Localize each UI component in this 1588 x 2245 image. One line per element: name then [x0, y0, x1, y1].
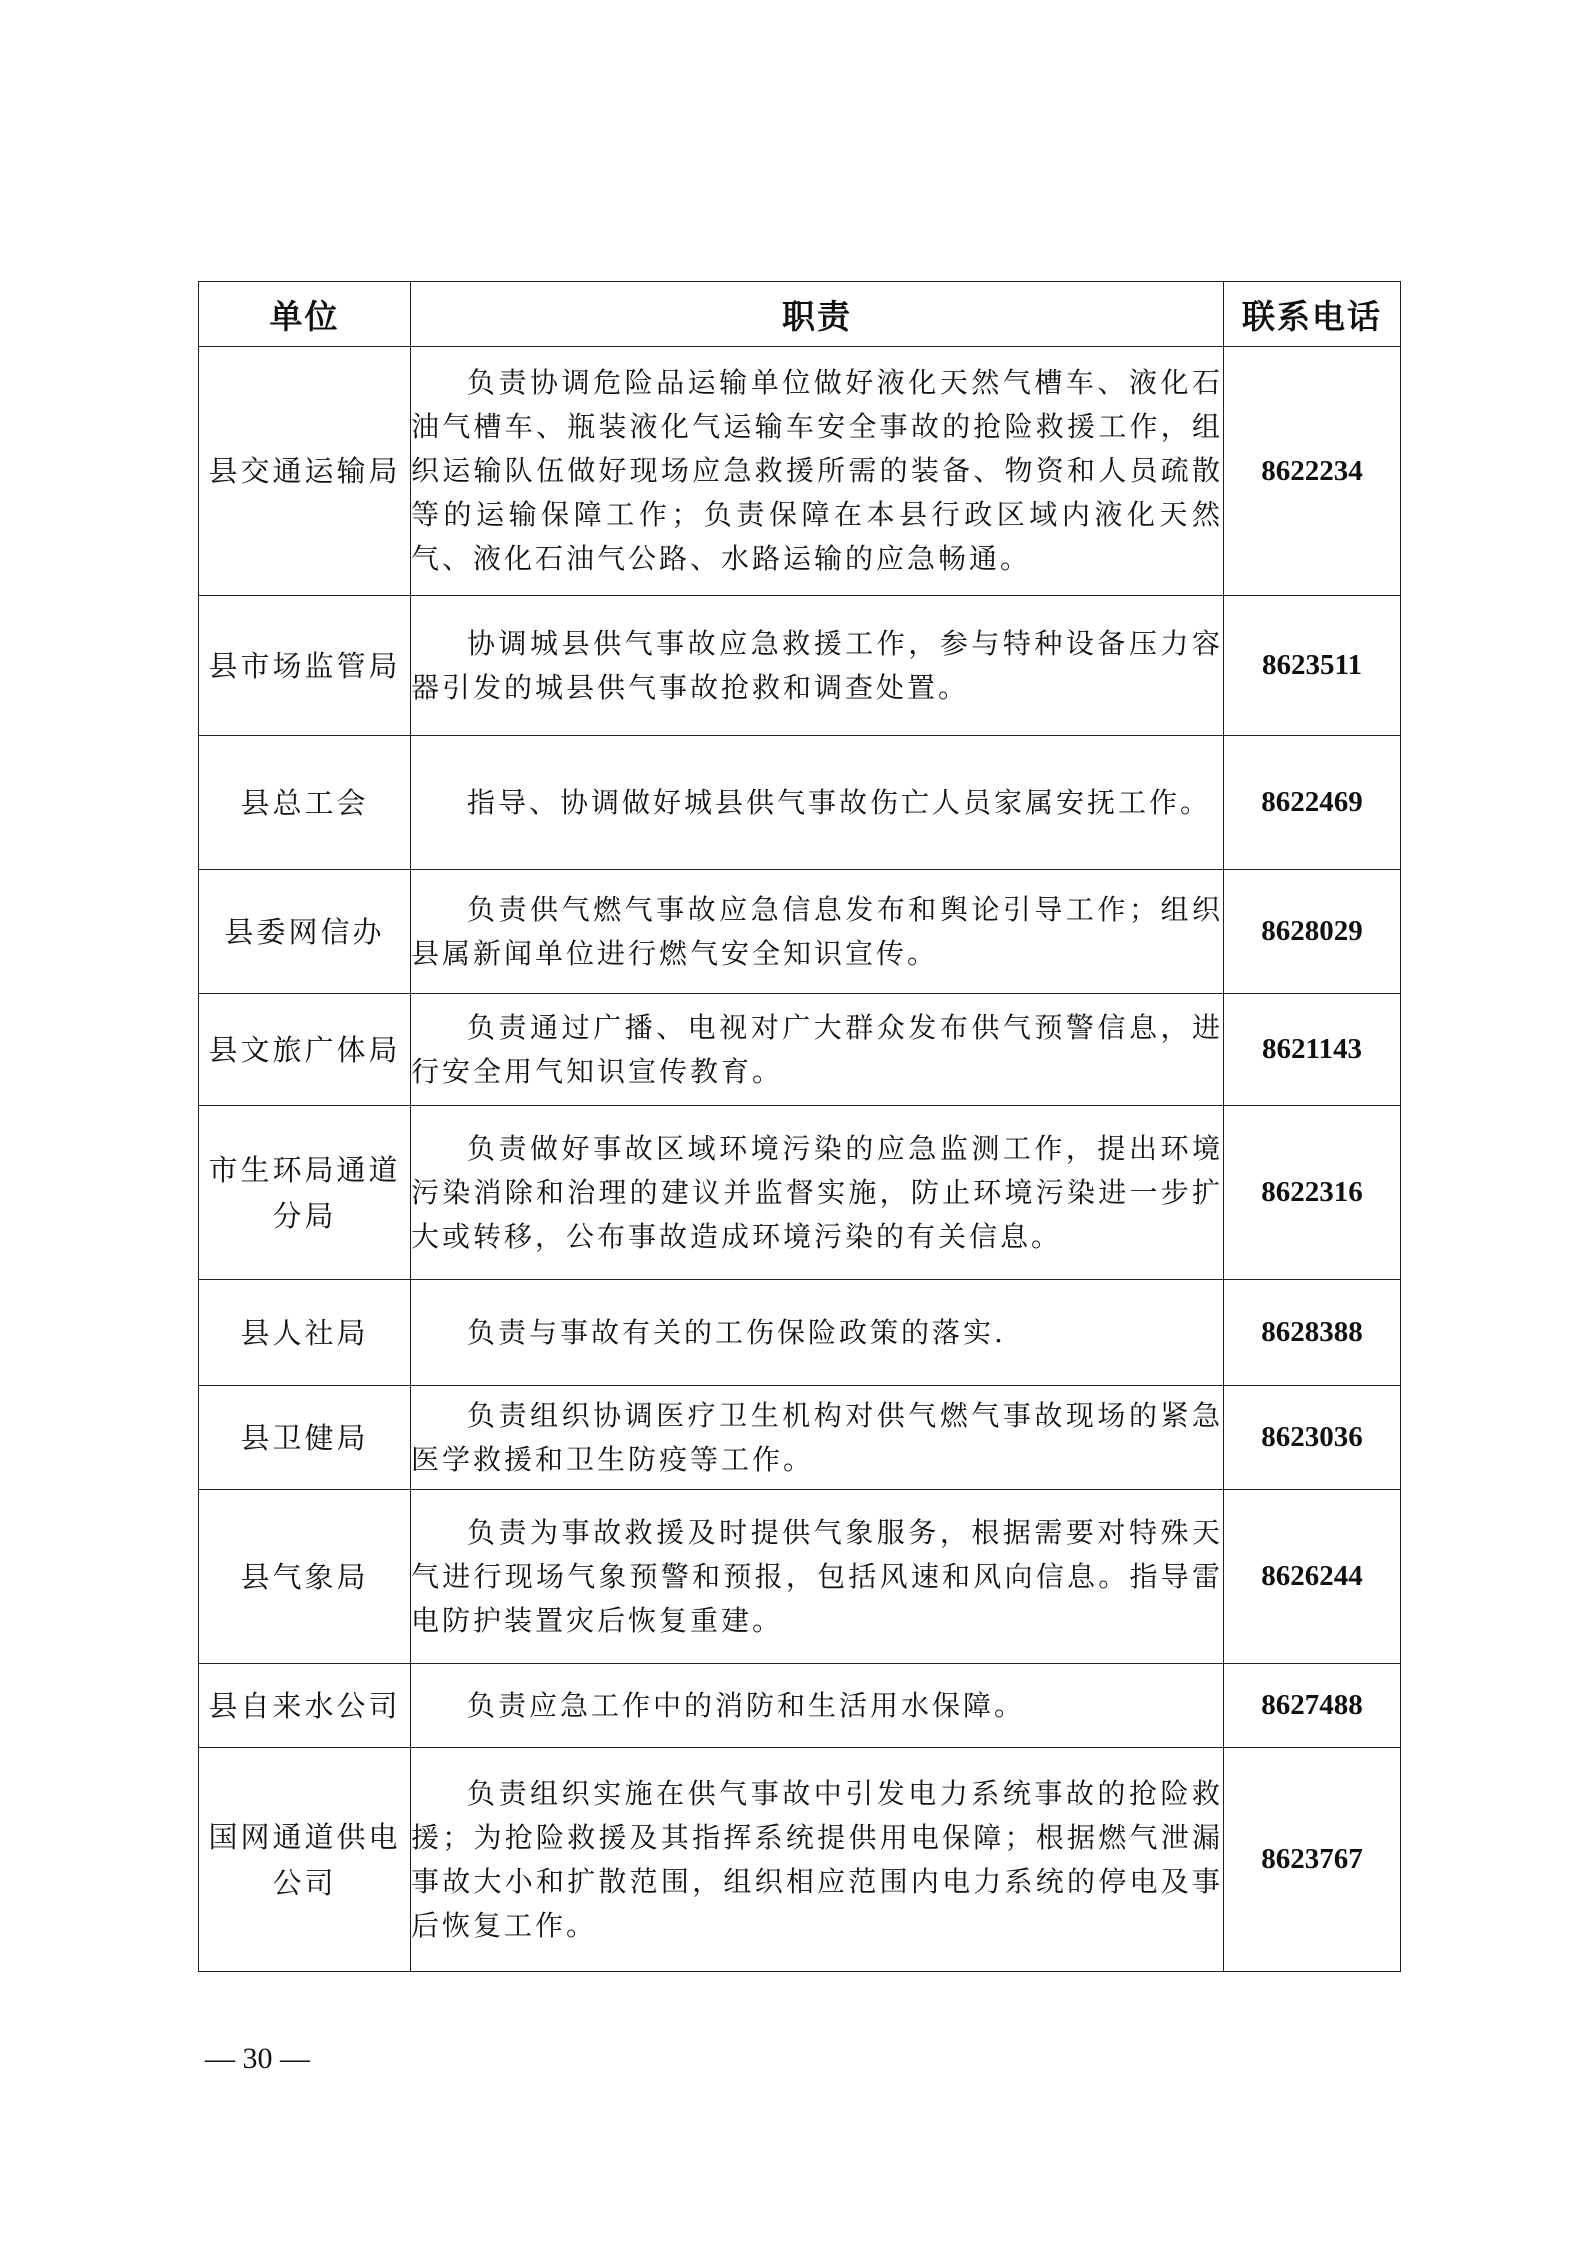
phone-cell: 8623767: [1224, 1748, 1401, 1972]
phone-cell: 8623511: [1224, 596, 1401, 736]
unit-cell: 县总工会: [199, 736, 411, 870]
table-row: [199, 1664, 1401, 1748]
table-row: [199, 1106, 1401, 1280]
unit-cell: 县委网信办: [199, 870, 411, 994]
duty-cell: 负责供气燃气事故应急信息发布和舆论引导工作；组织县属新闻单位进行燃气安全知识宣传。: [411, 870, 1224, 994]
phone-cell: 8622469: [1224, 736, 1401, 870]
table-row: [199, 1280, 1401, 1386]
unit-cell: 县卫健局: [199, 1386, 411, 1490]
table-row: [199, 347, 1401, 596]
unit-cell: 县交通运输局: [199, 347, 411, 596]
unit-cell: 县自来水公司: [199, 1664, 411, 1748]
phone-cell: 8628029: [1224, 870, 1401, 994]
phone-cell: 8627488: [1224, 1664, 1401, 1748]
table-row: [199, 1490, 1401, 1664]
duty-cell: 指导、协调做好城县供气事故伤亡人员家属安抚工作。: [411, 736, 1224, 870]
unit-cell: 市生环局通道分局: [199, 1106, 411, 1280]
duty-cell: 负责协调危险品运输单位做好液化天然气槽车、液化石油气槽车、瓶装液化气运输车安全事故的抢险救援工作，组织运输队伍做好现场应急救援所需的装备、物资和人员疏散等的运输保障工作；负责保障在本县行政区域内液化天然气、液化石油气公路、水路运输的应急畅通。: [411, 347, 1224, 596]
table-row: [199, 870, 1401, 994]
duty-cell: 负责应急工作中的消防和生活用水保障。: [411, 1664, 1224, 1748]
table-row: [199, 736, 1401, 870]
unit-cell: 县人社局: [199, 1280, 411, 1386]
unit-cell: 县市场监管局: [199, 596, 411, 736]
table-row: [199, 994, 1401, 1106]
phone-cell: 8621143: [1224, 994, 1401, 1106]
phone-cell: 8626244: [1224, 1490, 1401, 1664]
table-row: [199, 1386, 1401, 1490]
phone-cell: 8622234: [1224, 347, 1401, 596]
page-number: — 30 —: [205, 2042, 310, 2075]
duty-contact-table: [198, 281, 1401, 1972]
duty-cell: 负责与事故有关的工伤保险政策的落实.: [411, 1280, 1224, 1386]
duty-cell: 负责组织协调医疗卫生机构对供气燃气事故现场的紧急医学救援和卫生防疫等工作。: [411, 1386, 1224, 1490]
duty-cell: 负责为事故救援及时提供气象服务，根据需要对特殊天气进行现场气象预警和预报，包括风速和风向信息。指导雷电防护装置灾后恢复重建。: [411, 1490, 1224, 1664]
phone-cell: 8622316: [1224, 1106, 1401, 1280]
header-phone: 联系电话: [1224, 282, 1401, 347]
unit-cell: 县文旅广体局: [199, 994, 411, 1106]
table-row: [199, 1748, 1401, 1972]
duty-cell: 协调城县供气事故应急救援工作，参与特种设备压力容器引发的城县供气事故抢救和调查处置。: [411, 596, 1224, 736]
header-duty: 职责: [411, 282, 1224, 347]
unit-cell: 国网通道供电公司: [199, 1748, 411, 1972]
duty-cell: 负责通过广播、电视对广大群众发布供气预警信息，进行安全用气知识宣传教育。: [411, 994, 1224, 1106]
table-row: [199, 596, 1401, 736]
phone-cell: 8623036: [1224, 1386, 1401, 1490]
header-unit: 单位: [199, 282, 411, 347]
duty-cell: 负责组织实施在供气事故中引发电力系统事故的抢险救援；为抢险救援及其指挥系统提供用电保障；根据燃气泄漏事故大小和扩散范围，组织相应范围内电力系统的停电及事后恢复工作。: [411, 1748, 1224, 1972]
phone-cell: 8628388: [1224, 1280, 1401, 1386]
table-header-row: [199, 282, 1401, 347]
unit-cell: 县气象局: [199, 1490, 411, 1664]
duty-cell: 负责做好事故区域环境污染的应急监测工作，提出环境污染消除和治理的建议并监督实施，防止环境污染进一步扩大或转移，公布事故造成环境污染的有关信息。: [411, 1106, 1224, 1280]
